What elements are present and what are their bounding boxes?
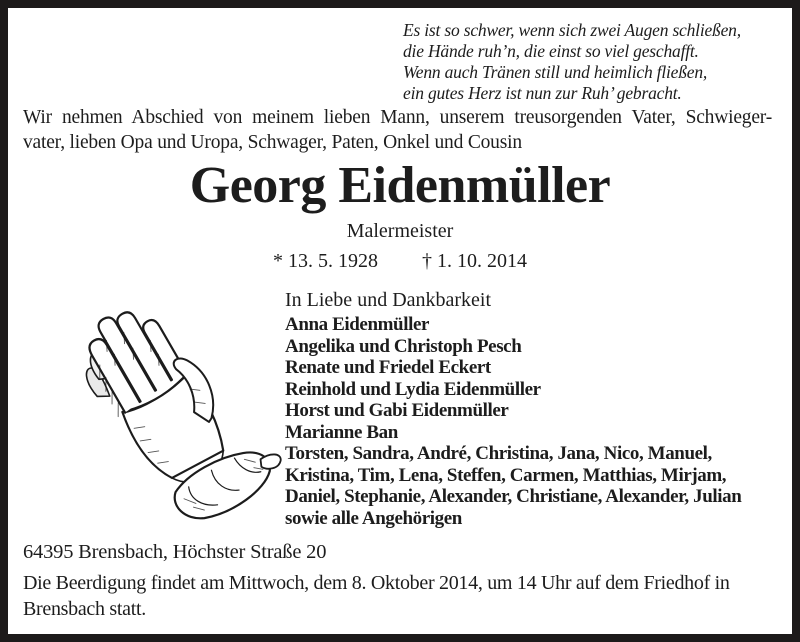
life-dates xyxy=(8,250,792,273)
mourner-line: Horst und Gabi Eidenmüller xyxy=(285,400,509,421)
farewell-intro xyxy=(23,106,772,155)
deceased-name: Georg Eidenmüller xyxy=(189,157,611,214)
mourner-line: Marianne Ban xyxy=(285,421,398,443)
poem-line: die Hände ruh’n, die einst so viel geschafft. xyxy=(403,41,699,61)
address-line: 64395 Brensbach, Höchster Straße 20 xyxy=(23,541,327,563)
funeral-info-line2: Brensbach statt. xyxy=(23,598,146,620)
mourner-line: Kristina, Tim, Lena, Steffen, Carmen, Matthias, Mirjam, xyxy=(285,464,727,486)
praying-hands-image xyxy=(36,294,284,546)
deceased-profession: Malermeister xyxy=(346,220,454,242)
mourner-line: Daniel, Stephanie, Alexander, Christiane, Alexander, Julian xyxy=(285,486,742,507)
poem-line: Es ist so schwer, wenn sich zwei Augen schließen, xyxy=(403,20,741,40)
mourner-line: Reinhold und Lydia Eidenmüller xyxy=(285,378,541,400)
tribute-line: In Liebe und Dankbarkeit xyxy=(285,289,492,311)
mourner-line: sowie alle Angehörigen xyxy=(285,507,462,529)
death-date: † 1. 10. 2014 xyxy=(422,250,527,272)
poem-line: ein gutes Herz ist nun zur Ruh’ gebracht. xyxy=(403,83,682,103)
birth-date: * 13. 5. 1928 xyxy=(273,250,378,272)
farewell-intro-line1: Wir nehmen Abschied von meinem lieben Mann, unserem treusorgenden Vater, Schwieger- xyxy=(23,107,772,128)
poem-line: Wenn auch Tränen still und heimlich fließen, xyxy=(403,62,708,82)
farewell-intro-line2: vater, lieben Opa und Uropa, Schwager, Paten, Onkel und Cousin xyxy=(23,131,522,153)
mourner-line: Renate und Friedel Eckert xyxy=(285,357,491,378)
mourner-line: Torsten, Sandra, André, Christina, Jana, Nico, Manuel, xyxy=(285,443,712,464)
mourner-line: Anna Eidenmüller xyxy=(285,314,430,335)
funeral-info xyxy=(23,570,730,622)
memorial-poem xyxy=(403,20,741,104)
mourners-list xyxy=(285,314,741,529)
funeral-info-line1: Die Beerdigung findet am Mittwoch, dem 8. Oktober 2014, um 14 Uhr auf dem Friedhof in xyxy=(23,572,730,594)
mourner-line: Angelika und Christoph Pesch xyxy=(285,335,522,357)
